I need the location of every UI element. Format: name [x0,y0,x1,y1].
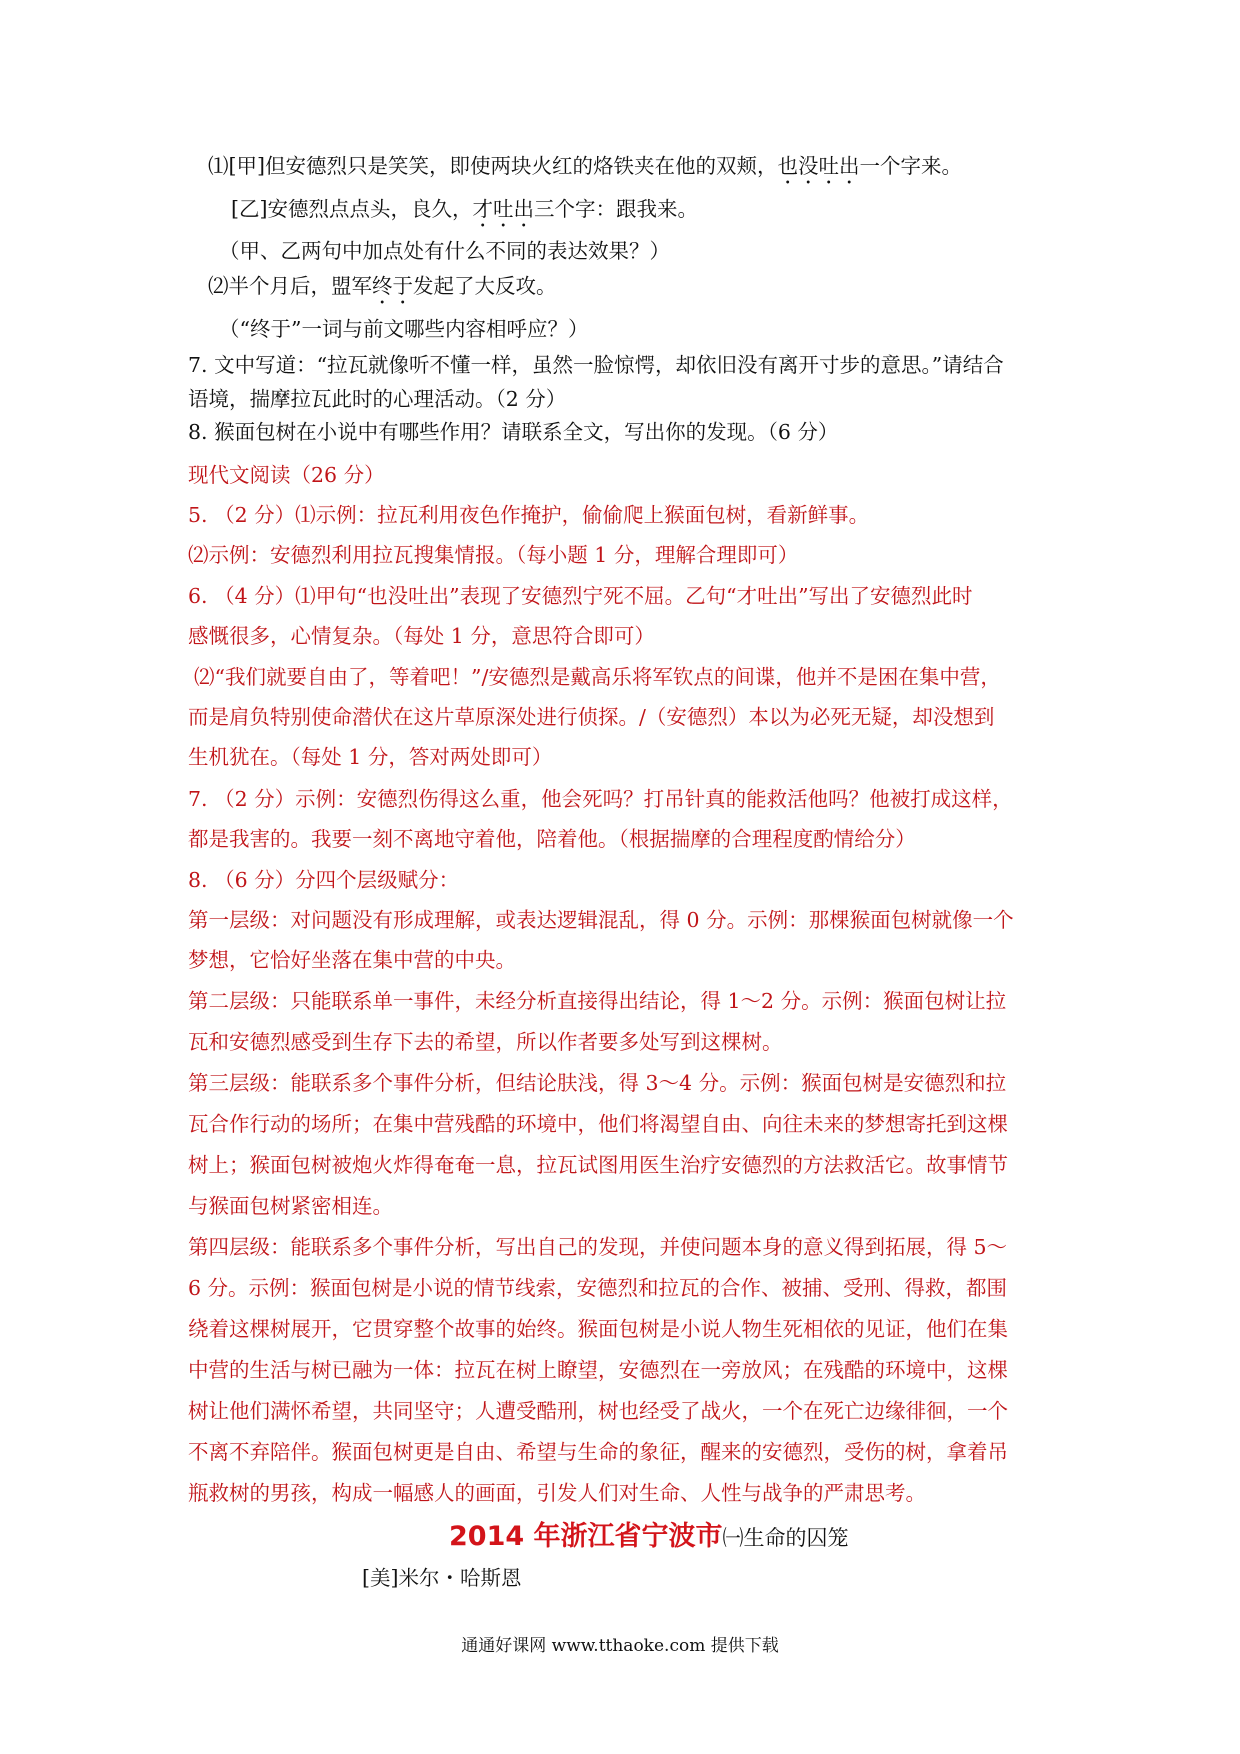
answer-8-level-4-line-6: 不离不弃陪伴。猴面包树更是自由、希望与生命的象征，醒来的安德烈，受伤的树，拿着吊 [188,1440,1008,1464]
answer-6-line-5: 生机犹在。（每处 1 分，答对两处即可） [188,745,553,769]
answer-8-level-3-line-4: 与猴面包树紧密相连。 [188,1194,393,1218]
q6-2-pre: ⑵半个月后，盟军 [208,274,372,298]
answer-8-level-4-line-3: 绕着这棵树展开，它贯穿整个故事的始终。猴面包树是小说人物生死相依的见证，他们在集 [188,1317,1008,1341]
answer-8-level-4-line-4: 中营的生活与树已融为一体：拉瓦在树上瞭望，安德烈在一旁放风；在残酷的环境中，这棵 [188,1358,1008,1382]
answer-8-level-3-line-3: 树上；猴面包树被炮火炸得奄奄一息，拉瓦试图用医生治疗安德烈的方法救活它。故事情节 [188,1153,1008,1177]
answer-6-line-1: 6. （4 分）⑴甲句“也没吐出”表现了安德烈宁死不屈。乙句“才吐出”写出了安德烈此时 [188,584,973,608]
answer-8-level-1-line-1: 第一层级：对问题没有形成理解，或表达逻辑混乱，得 0 分。示例：那棵猴面包树就像一个 [188,908,1014,932]
q6-1-b-post: 三个字：跟我来。 [534,197,698,221]
q6-1-b-pre: [乙]安德烈点点头，良久， [231,197,473,221]
answer-5-line-2: ⑵示例：安德烈利用拉瓦搜集情报。（每小题 1 分，理解合理即可） [188,543,799,567]
answer-7-line-2: 都是我害的。我要一刻不离地守着他，陪着他。（根据揣摩的合理程度酌情给分） [188,827,916,851]
answer-7-line-1: 7. （2 分）示例：安德烈伤得这么重，他会死吗？打吊针真的能救活他吗？他被打成这样， [188,787,1013,811]
answer-8-level-4-line-7: 瓶救树的男孩，构成一幅感人的画面，引发人们对生命、人性与战争的严肃思考。 [188,1481,926,1505]
answer-8-level-4-line-1: 第四层级：能联系多个事件分析，写出自己的发现，并使问题本身的意义得到拓展，得 5～ [188,1235,1008,1259]
answer-8-level-4-line-2: 6 分。示例：猴面包树是小说的情节线索，安德烈和拉瓦的合作、被捕、受刑、得救，都围 [188,1276,1008,1300]
question-6-1-sentence-a [208,152,962,189]
answers-heading: 现代文阅读（26 分） [188,463,385,487]
answer-8-level-1-line-2: 梦想，它恰好坐落在集中营的中央。 [188,948,516,972]
answer-8-level-4-line-5: 树让他们满怀希望，共同坚守；人遭受酷刑，树也经受了战火，一个在死亡边缘徘徊，一个 [188,1399,1008,1423]
question-6-1-prompt: （甲、乙两句中加点处有什么不同的表达效果？） [219,239,670,263]
question-6-2-prompt: （“终于”一词与前文哪些内容相呼应？） [219,317,589,341]
answer-6-line-4: 而是肩负特别使命潜伏在这片草原深处进行侦探。/（安德烈）本以为必死无疑，却没想到 [188,705,995,729]
page-footer: 通通好课网 www.tthaoke.com 提供下载 [461,1636,779,1656]
answer-5-line-1: 5. （2 分）⑴示例：拉瓦利用夜色作掩护，偷偷爬上猴面包树，看新鲜事。 [188,503,870,527]
q6-1-a-pre: ⑴[甲]但安德烈只是笑笑，即使两块火红的烙铁夹在他的双颊， [208,154,778,178]
answer-8-level-3-line-2: 瓦合作行动的场所；在集中营残酷的环境中，他们将渴望自由、向往未来的梦想寄托到这棵 [188,1112,1008,1136]
question-7-line-2: 语境，揣摩拉瓦此时的心理活动。（2 分） [188,387,567,411]
answer-8-level-2-line-1: 第二层级：只能联系单一事件，未经分析直接得出结论，得 1～2 分。示例：猴面包树让拉 [188,989,1007,1013]
next-section-author: [美]米尔・哈斯恩 [362,1566,522,1590]
question-7-line-1: 7. 文中写道：“拉瓦就像听不懂一样，虽然一脸惊愕，却依旧没有离开寸步的意思。”请结合 [188,353,1004,377]
q6-1-a-dotted: 也没吐出 [777,154,860,178]
answer-8-line-1: 8. （6 分）分四个层级赋分： [188,868,460,892]
answer-8-level-2-line-2: 瓦和安德烈感受到生存下去的希望，所以作者要多处写到这棵树。 [188,1030,783,1054]
answer-6-line-2: 感慨很多，心情复杂。（每处 1 分，意思符合即可） [188,624,655,648]
answer-8-level-3-line-1: 第三层级：能联系多个事件分析，但结论肤浅，得 3～4 分。示例：猴面包树是安德烈和拉 [188,1071,1007,1095]
q6-2-dotted: 终于 [372,274,413,298]
next-section-title [449,1519,849,1556]
q6-1-b-dotted: 才吐出 [472,197,534,221]
answer-6-line-3: ⑵“我们就要自由了，等着吧！”/安德烈是戴高乐将军钦点的间谍，他并不是困在集中营， [194,665,1001,689]
question-6-2-sentence [208,272,557,309]
q6-2-post: 发起了大反攻。 [413,274,557,298]
next-section-title-location: 2014 年浙江省宁波市 [449,1521,723,1552]
question-6-1-sentence-b [231,195,698,232]
next-section-title-story: ㈠生命的囚笼 [722,1526,849,1550]
question-8-line-1: 8. 猴面包树在小说中有哪些作用？请联系全文，写出你的发现。（6 分） [188,420,839,444]
q6-1-a-post: 一个字来。 [859,154,962,178]
